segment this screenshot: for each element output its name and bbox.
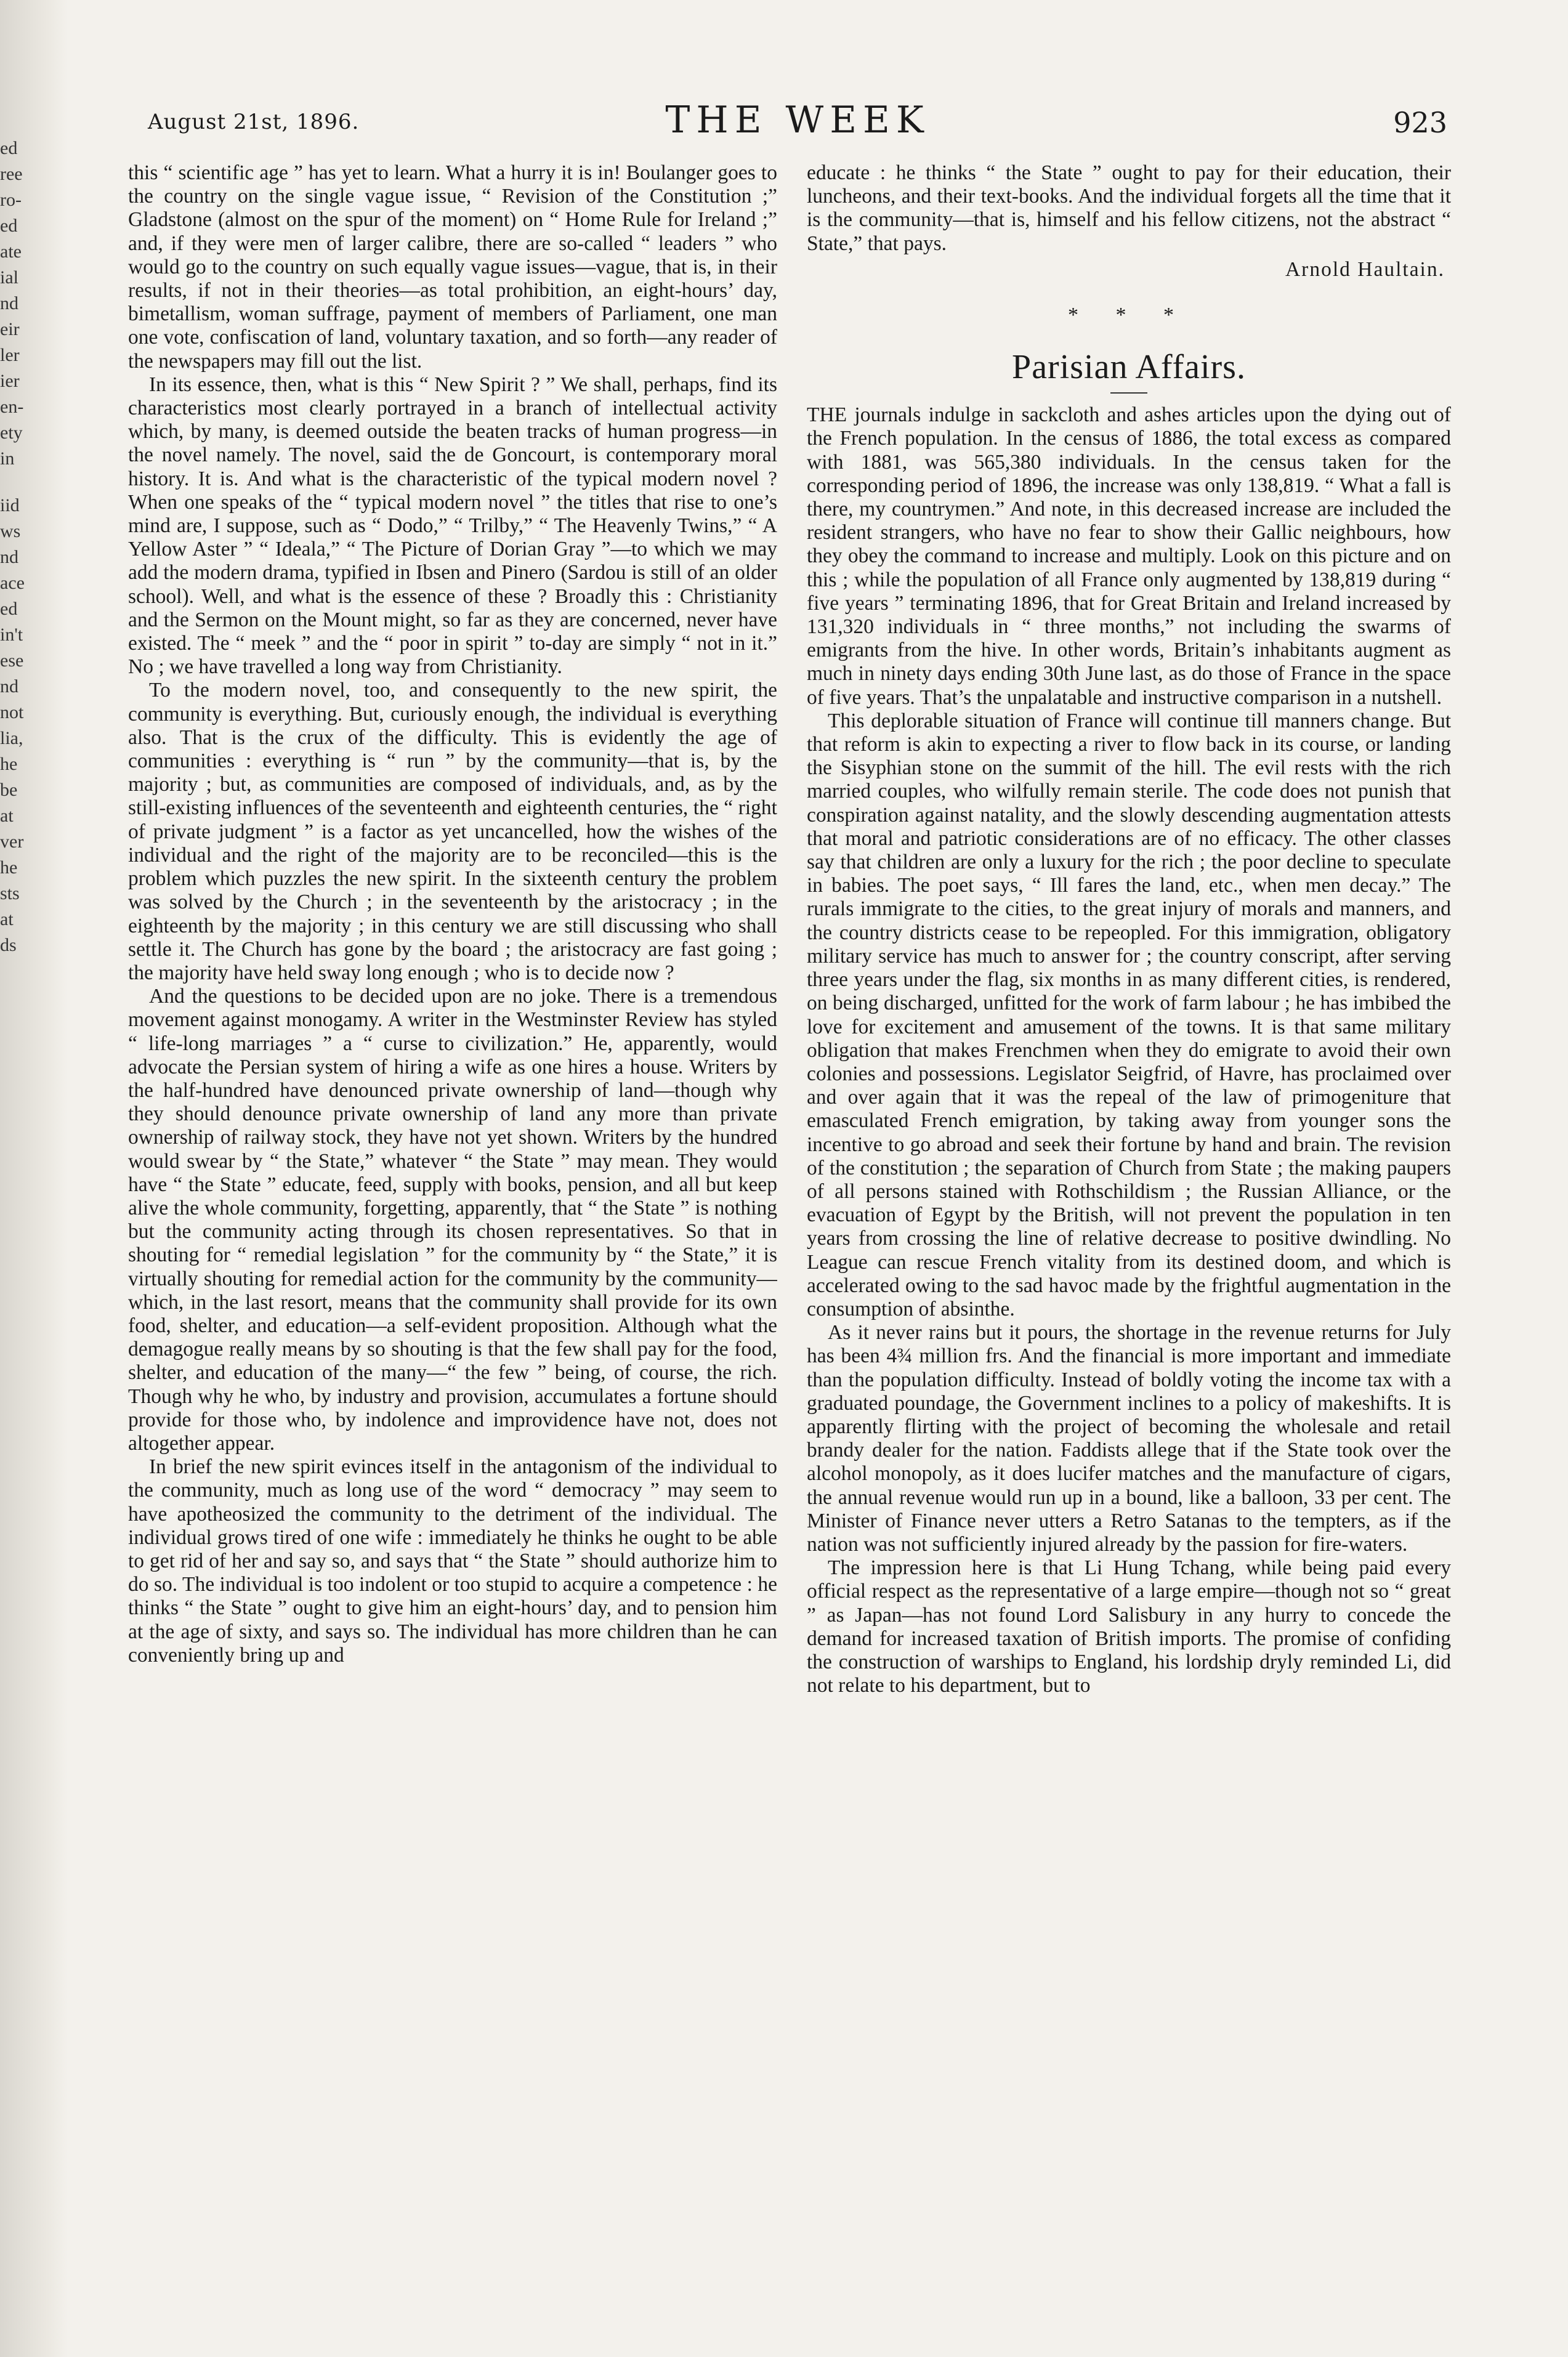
paragraph: And the questions to be decided upon are no joke. There is a tremendous movement against monogamy. A writer in the Westminster Review has styled “ life-long marriages ” a “ curse to civilization.” He, apparently, would advocate the Persian system of hiring a wife as one hires a house. Writers by the half-hundred have denounced private ownership of land—though why they should denounce private ownership of land any more than private ownership of railway stock, they have not yet shown. Writers by the hundred would swear by “ the State,” whatever “ the State ” may mean. They would have “ the State ” educate, feed, supply with books, pension, and all but keep alive the whole community, forgetting, apparently, that “ the State ” is nothing but the community acting through its chosen representatives. So that in shouting for “ remedial legislation ” for the community by “ the State,” it is virtually shouting for remedial action for the community by the community—which, in the last resort, means that the community shall provide for its own food, shelter, and education—a self-evident proposition. Although what the demagogue really means by so shouting is that the few shall pay for the food, shelter, and education of the many—“ the few ” being, of course, the rich. Though why he who, by industry and provision, accumulates a fortune should provide for those who, by indolence and improvidence have not, does not altogether appear. [128,985,777,1455]
paragraph: this “ scientific age ” has yet to learn. What a hurry it is in! Boulanger goes to the country on the single vague issue, “ Revision of the Constitution ;” Gladstone (almost on the spur of the moment) on “ Home Rule for Ireland ;” and, if they were men of larger calibre, there are so-called “ leaders ” who would go to the country on such equally vague issues—vague, that is, in their results, if not in their theories—as total prohibition, an eight-hours’ day, bimetallism, woman suffrage, payment of members of Parliament, one man one vote, confiscation of land, voluntary taxation, and so forth—any reader of the newspapers may fill out the list. [128,161,777,373]
page-number: 923 [1393,106,1447,139]
publication-title: THE WEEK [665,99,930,142]
paragraph: The impression here is that Li Hung Tchang, while being paid every official respect as the representative of a large empire—though not so “ great ” as Japan—has not found Lord Salisbury in any hurry to concede the demand for increased taxation of British imports. The promise of confiding the construction of warships to England, his lordship dryly reminded Li, did not relate to his department, but to [807,1556,1451,1697]
paragraph: In brief the new spirit evinces itself in the antagonism of the individual to the community, much as long use of the word “ democracy ” may seem to have apotheosized the community to the detriment of the individual. The individual grows tired of one wife : immediately he thinks he ought to be able to get rid of her and say so, and says that “ the State ” should authorize him to do so. The individual is too indolent or too stupid to acquire a competence : he thinks “ the State ” ought to give him an eight-hours’ day, and to pension him at the age of sixty, and says so. The individual has more children than he can conveniently bring up and [128,1455,777,1667]
title-rule [1110,392,1147,394]
section-title: Parisian Affairs. [1012,348,1246,387]
paragraph: THE journals indulge in sackcloth and ashes articles upon the dying out of the French population. In the census of 1886, the total excess as compared with 1881, was 565,380 individuals. In the census taken for the corresponding period of 1896, the increase was only 138,819. “ What a fall is there, my countrymen.” And note, in this decreased increase are included the resident strangers, who have no fear to show their Gallic neighbours, how they obey the command to increase and multiply. Look on this picture and on this ; while the population of all France only augmented by 138,819 during “ five years ” terminating 1896, that for Great Britain and Ireland increased by 131,320 individuals in “ three months,” not including the swarms of emigrants from the hive. In other words, Britain’s inhabitants augment as much in ninety days ending 30th June last, as do those of France in the space of five years. That’s the unpalatable and instructive comparison in a nutshell. [807,403,1451,709]
previous-page-fragment-lower: iid ws nd ace ed in't ese nd not lia, he be at ver he sts at ds [0,495,25,955]
paragraph: educate : he thinks “ the State ” ought to pay for their education, their luncheons, and their text-books. And the individual forgets all the time that it is the community—that is, himself and his fellow citizens, not the abstract “ State,” that pays. [807,161,1451,255]
paragraph: As it never rains but it pours, the shortage in the revenue returns for July has been 4¾ million frs. And the financial is more important and immediate than the population difficulty. Instead of boldly voting the income tax with a graduated poundage, the Government inclines to a policy of makeshifts. It is apparently flirting with the project of becoming the wholesale and retail brandy dealer for the nation. Faddists allege that if the State took over the alcohol monopoly, as it does lucifer matches and the manufacture of cigars, the annual revenue would run up in a bound, like a balloon, 33 per cent. The Minister of Finance never utters a Retro Satanas to the tempters, as if the nation was not sufficiently injured already by the passion for fire-waters. [807,1321,1451,1556]
left-column [128,161,777,2329]
issue-date: August 21st, 1896. [148,110,360,134]
paragraph: In its essence, then, what is this “ New Spirit ? ” We shall, perhaps, find its characteristics most clearly portrayed in a branch of intellectual activity which, by many, is deemed outside the beaten tracks of human progress—in the novel namely. The novel, said the de Goncourt, is contemporary moral history. It is. And what is the characteristic of the typical modern novel ? When one speaks of the “ typical modern novel ” the titles that rise to one’s mind are, I suppose, such as “ Dodo,” “ Trilby,” “ The Heavenly Twins,” “ A Yellow Aster ” “ Ideala,” “ The Picture of Dorian Gray ”—to which we may add the modern drama, typified in Ibsen and Pinero (Sardou is still of an older school). Well, and what is the essence of these ? Broadly this : Christianity and the Sermon on the Mount might, so far as they are concerned, never have existed. The “ meek ” and the “ poor in spirit ” to-day are simply “ not in it.” No ; we have travelled a long way from Christianity. [128,373,777,679]
previous-page-fragment-upper: ed ree ro- ed ate ial nd eir ler ier en- ety in [0,138,24,469]
paragraph: To the modern novel, too, and consequently to the new spirit, the community is everything. But, curiously enough, the individual is everything also. That is the crux of the difficulty. This is evidently the age of communities : everything is “ run ” by the community—that is, by the majority ; but, as communities are composed of individuals, and, as by the still-existing influences of the seventeenth and eighteenth centuries, the “ right of private judgment ” is a factor as yet uncancelled, how the wishes of the individual and the right of the majority are to be reconciled—this is the problem which puzzles the new spirit. In the sixteenth century the problem was solved by the Church ; in the seventeenth by the aristocracy ; in the eighteenth by the majority ; in this century we are still discussing who shall settle it. The Church has gone by the board ; the aristocracy are fast going ; the majority have held sway long enough ; who is to decide now ? [128,679,777,984]
page-header [148,99,1447,154]
author-signature: Arnold Haultain. [1285,257,1445,281]
right-column [807,161,1451,2329]
section-separator: * * * [1068,304,1190,327]
paragraph: This deplorable situation of France will continue till manners change. But that reform is akin to expecting a river to flow back in its course, or landing the Sisyphian stone on the summit of the hill. The evil rests with the rich married couples, who wilfully remain sterile. The code does not punish that conspiration against natality, and the slowly descending augmentation attests that moral and patriotic considerations are of no efficacy. The other classes say that children are only a luxury for the rich ; the poor decline to speculate in babies. The poet says, “ Ill fares the land, etc., when men decay.” The rurals immigrate to the cities, to the great injury of morals and manners, and the country districts cease to be repeopled. For this immigration, obligatory military service has much to answer for ; the country conscript, after serving three years under the flag, six months in as many different cities, is rendered, on being discharged, unfitted for the work of farm labour ; he has imbibed the love for excitement and amusement of the towns. It is that same military obligation that makes Frenchmen when they do emigrate to avoid their own colonies and possessions. Legislator Seigfrid, of Havre, has proclaimed over and over again that it was the repeal of the law of primogeniture that emasculated French emigration, by taking away from younger sons the incentive to go abroad and seek their fortune by hand and brain. The revision of the constitution ; the separation of Church from State ; the making paupers of all persons stained with Rothschildism ; the Russian Alliance, or the evacuation of Egypt by the British, will not prevent the population in ten years from crossing the line of relative decrease to positive dwindling. No League can rescue French vitality from its destined doom, and which is accelerated owing to the sad havoc made by the frightful augmentation in the consumption of absinthe. [807,709,1451,1320]
